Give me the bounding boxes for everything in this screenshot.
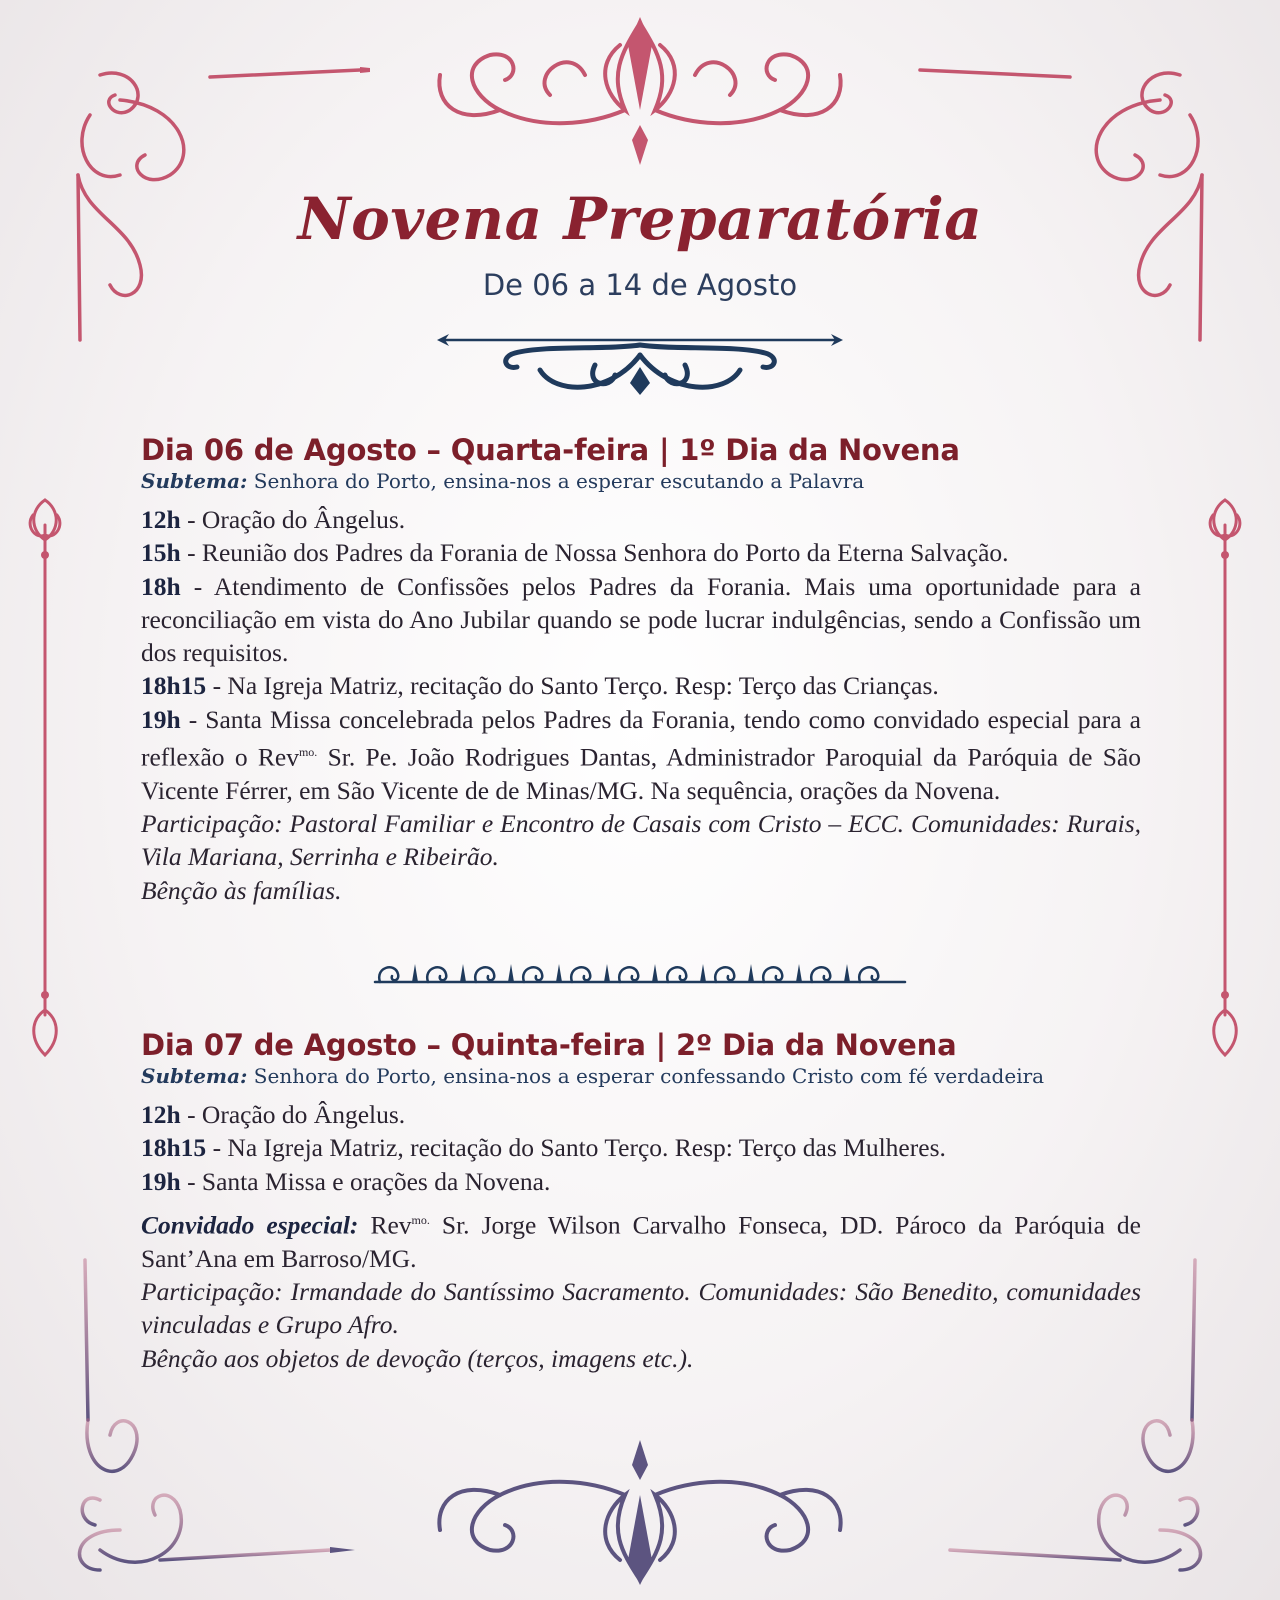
schedule-item [141, 536, 1141, 569]
convidado-text: Sr. Jorge Wilson Carvalho Fonseca, DD. Pároco da Paróquia de Sant’Ana em Barroso/MG. [141, 1210, 1141, 1273]
left-side-finial [25, 495, 75, 1075]
schedule-item-mass [141, 703, 1141, 807]
participacao-text: Participação: Irmandade do Santíssimo Sacramento. Comunidades: São Benedito, comunidades vinculadas e Grupo Afro. [141, 1276, 1141, 1340]
right-side-finial [1205, 495, 1255, 1075]
page-title: Novena Preparatória [297, 185, 983, 253]
superscript: mo. [298, 745, 318, 760]
bottom-left-corner-ornament [60, 1250, 360, 1590]
schedule-time: 12h [141, 505, 181, 534]
subtema-label: Subtema: [141, 469, 248, 493]
bencao-text: Bênção aos objetos de devoção (terços, imagens etc.). [141, 1343, 694, 1373]
day-1-section [141, 433, 1141, 907]
page-subtitle: De 06 a 14 de Agosto [482, 268, 798, 302]
convidado-label: Convidado especial: [141, 1210, 359, 1240]
subtema-label: Subtema: [141, 1064, 248, 1088]
schedule-text: - Santa Missa e orações da Novena. [180, 1166, 551, 1196]
schedule-time: 12h [141, 1100, 181, 1129]
schedule-time: 19h [141, 704, 181, 734]
day-2-subtema [141, 1062, 1141, 1090]
scroll-divider [435, 325, 845, 405]
schedule-text: - Santa Missa concelebrada pelos Padres da Forania, tendo como convidado especial para a reflexão o Rev [141, 704, 1141, 772]
subtema-text: Senhora do Porto, ensina-nos a esperar escutando a Palavra [247, 469, 865, 493]
schedule-time: 19h [141, 1166, 181, 1196]
schedule-time: 18h15 [141, 671, 207, 701]
day-2-heading: Dia 07 de Agosto – Quinta-feira | 2º Dia da Novena [141, 1028, 957, 1062]
schedule-text: - Atendimento de Confissões pelos Padres da Forania. Mais uma oportunidade para a reconciliação em vista do Ano Jubilar quando se pode lucrar indulgências, sendo a Confissão um dos requisitos. [141, 571, 1141, 668]
schedule-time: 18h [141, 571, 181, 601]
flourish-divider [370, 952, 910, 992]
schedule-item [141, 1131, 1141, 1164]
schedule-item [141, 1165, 1141, 1198]
bottom-right-corner-ornament [920, 1250, 1220, 1590]
bottom-fleur-ornament [420, 1425, 860, 1590]
schedule-item [141, 503, 1141, 536]
schedule-text: - Oração do Ângelus. [180, 505, 406, 534]
schedule-item [141, 1098, 1141, 1131]
superscript: mo. [411, 1212, 430, 1227]
schedule-item [141, 669, 1141, 702]
schedule-text: - Na Igreja Matriz, recitação do Santo Terço. Resp: Terço das Crianças. [206, 671, 939, 701]
schedule-text: - Reunião dos Padres da Forania de Nossa Senhora do Porto da Eterna Salvação. [180, 538, 1009, 568]
top-fleur-ornament [420, 15, 860, 175]
schedule-text: - Oração do Ângelus. [180, 1100, 406, 1129]
convidado-text: Rev [358, 1210, 412, 1240]
bencao-text: Bênção às famílias. [141, 875, 342, 905]
day-1-heading: Dia 06 de Agosto – Quarta-feira | 1º Dia da Novena [141, 433, 960, 467]
schedule-item [141, 570, 1141, 670]
day-1-subtema [141, 467, 1141, 495]
schedule-text: Sr. Pe. João Rodrigues Dantas, Administrador Paroquial da Paróquia de São Vicente Férrer, em São Vicente de de Minas/MG. Na sequência, orações da Novena. [141, 742, 1141, 805]
participacao-text: Participação: Pastoral Familiar e Encontro de Casais com Cristo – ECC. Comunidades: Rurais, Vila Mariana, Serrinha e Ribeirão. [141, 809, 1141, 872]
schedule-text: - Na Igreja Matriz, recitação do Santo Terço. Resp: Terço das Mulheres. [206, 1133, 946, 1163]
subtema-text: Senhora do Porto, ensina-nos a esperar confessando Cristo com fé verdadeira [247, 1064, 1045, 1088]
schedule-time: 18h15 [141, 1133, 207, 1163]
schedule-time: 15h [141, 538, 181, 568]
